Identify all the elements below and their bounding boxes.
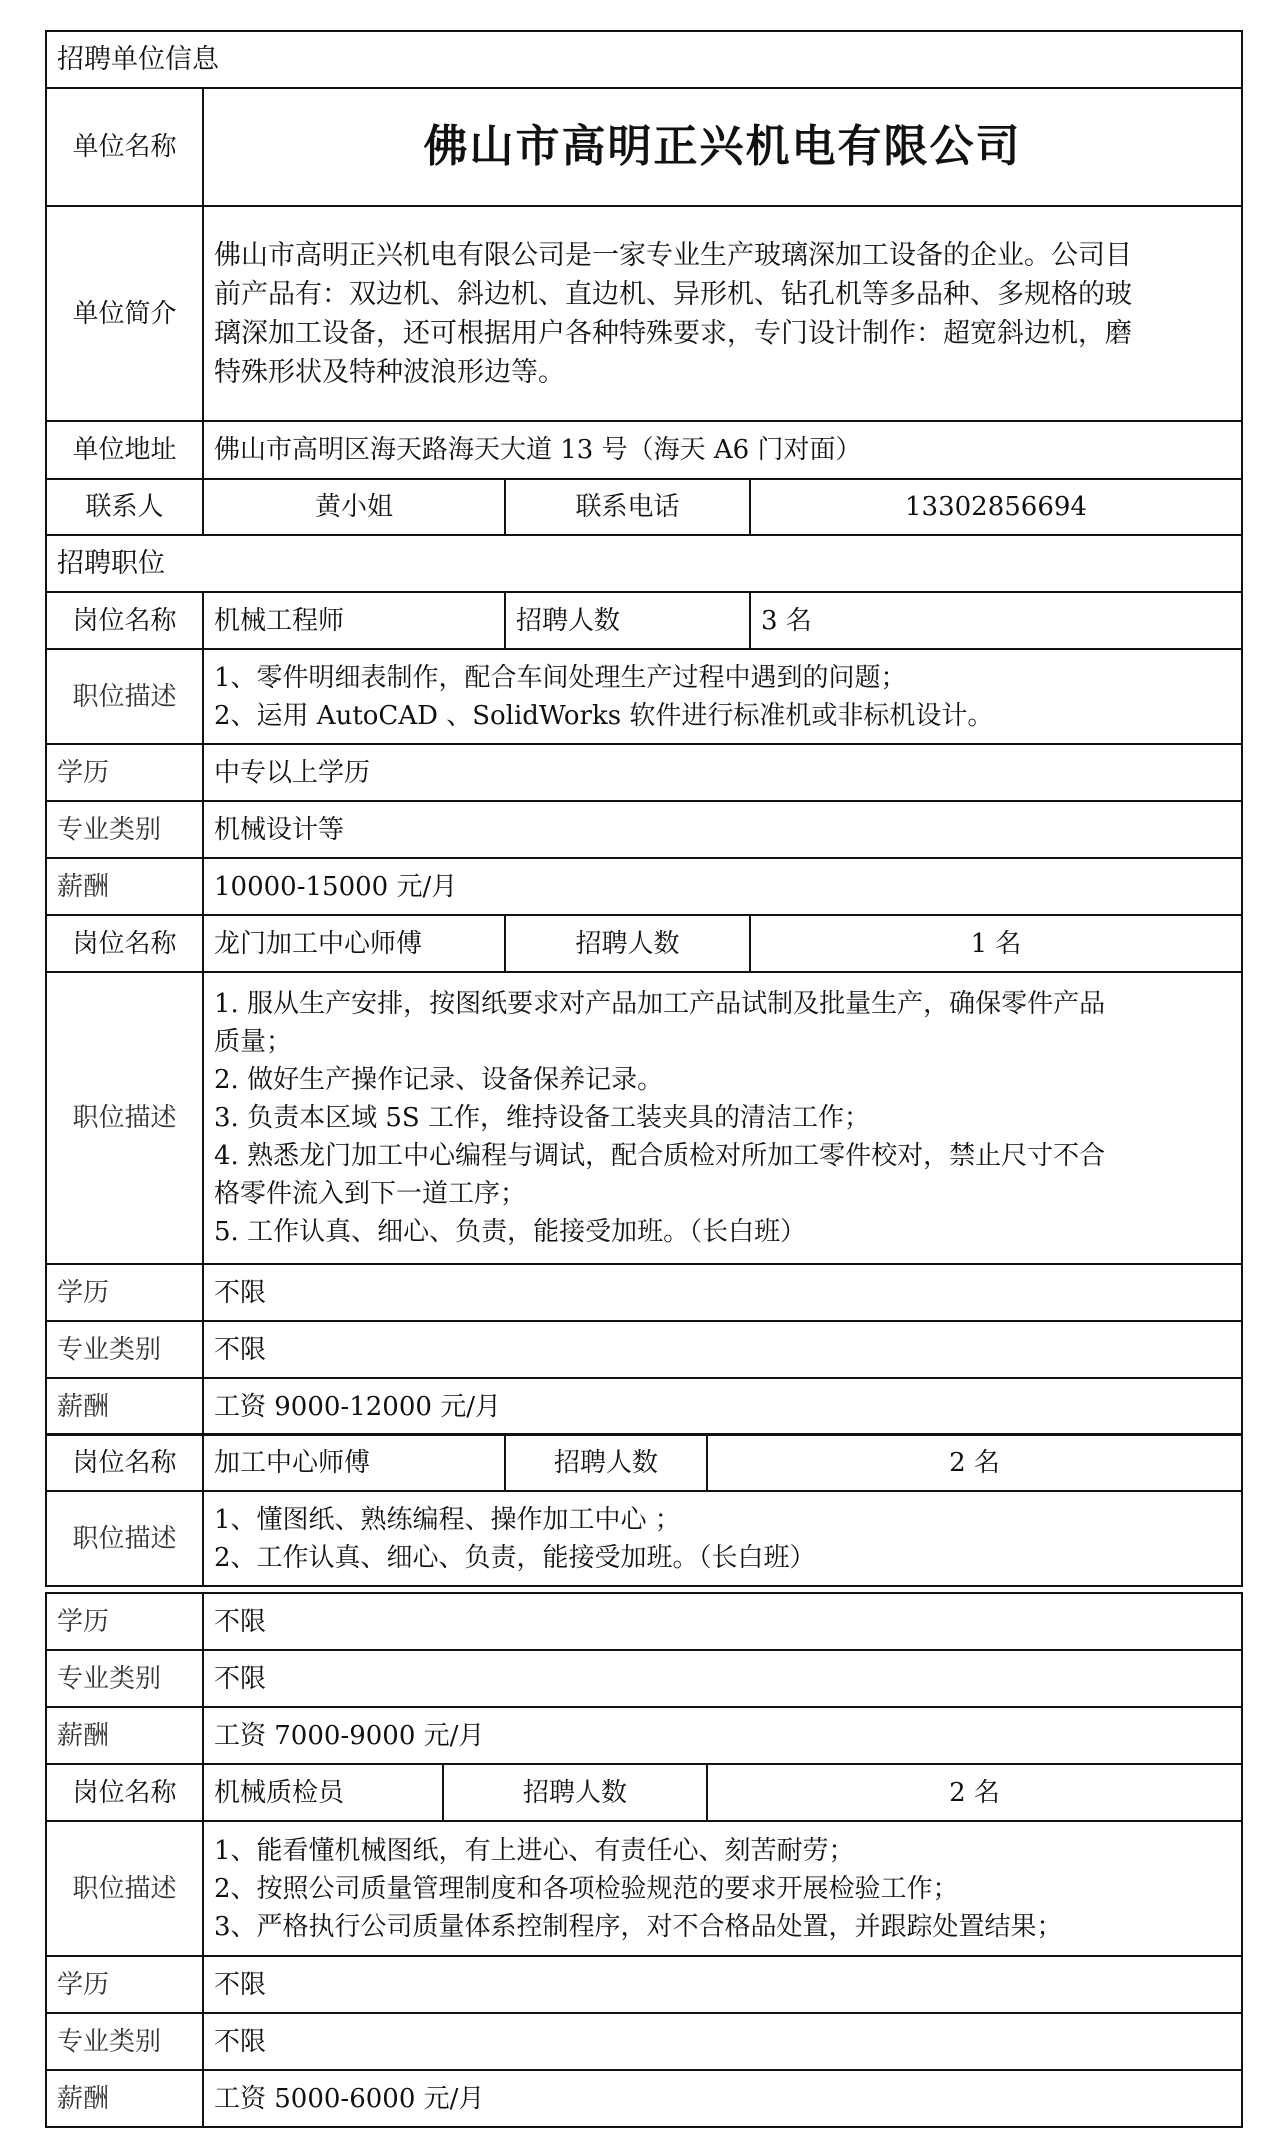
job-edu-label: 学历 [46, 744, 203, 801]
job-edu-row [46, 1956, 1242, 2013]
job-desc-label: 职位描述 [46, 1491, 203, 1586]
contact-phone: 13302856694 [750, 479, 1242, 535]
job-salary-row [46, 1378, 1242, 1435]
job-major: 不限 [203, 1321, 1242, 1378]
job-salary: 10000-15000 元/月 [203, 858, 1242, 915]
phone-label: 联系电话 [505, 479, 750, 535]
job-major-row [46, 1321, 1242, 1378]
job-major-row [46, 1650, 1242, 1707]
job-count: 2 名 [707, 1764, 1242, 1821]
job-desc: 1、能看懂机械图纸，有上进心、有责任心、刻苦耐劳； 2、按照公司质量管理制度和各项检验规范的要求开展检验工作； 3、严格执行公司质量体系控制程序，对不合格品处置，并跟踪处置结果； [203, 1821, 1242, 1956]
job-salary-row [46, 1707, 1242, 1764]
job-title-label: 岗位名称 [46, 1434, 203, 1491]
job-count: 3 名 [750, 592, 1242, 649]
job-desc-label: 职位描述 [46, 972, 203, 1264]
job-desc: 1、零件明细表制作，配合车间处理生产过程中遇到的问题； 2、运用 AutoCAD 、SolidWorks 软件进行标准机或非标机设计。 [203, 649, 1242, 744]
jobs-section-title: 招聘职位 [46, 535, 1242, 592]
company-name: 佛山市高明正兴机电有限公司 [203, 88, 1242, 206]
job-desc-label: 职位描述 [46, 1821, 203, 1956]
job-salary: 工资 5000-6000 元/月 [203, 2070, 1242, 2127]
job-major: 不限 [203, 1650, 1242, 1707]
job-count-label: 招聘人数 [505, 592, 750, 649]
job-count-label: 招聘人数 [505, 915, 750, 972]
job-desc: 1. 服从生产安排，按图纸要求对产品加工产品试制及批量生产，确保零件产品 质量； 2. 做好生产操作记录、设备保养记录。 3. 负责本区域 5S 工作，维持设备工装夹具的清洁工作； 4. 熟悉龙门加工中心编程与调试，配合质检对所加工零件校对，禁止尺寸不合 格零件流入到下一道工序； 5. 工作认真、细心、负责，能接受加班。（长白班） [203, 972, 1242, 1264]
recruitment-table-job3-head [45, 1433, 1243, 1587]
company-name-label: 单位名称 [46, 88, 203, 206]
job-major-label: 专业类别 [46, 801, 203, 858]
job-desc-label: 职位描述 [46, 649, 203, 744]
job-edu-label: 学历 [46, 1956, 203, 2013]
job-salary-label: 薪酬 [46, 858, 203, 915]
job-edu: 中专以上学历 [203, 744, 1242, 801]
job-major-label: 专业类别 [46, 1321, 203, 1378]
job-major: 不限 [203, 2013, 1242, 2070]
job-desc-row [46, 649, 1242, 744]
jobs-section-row [46, 535, 1242, 592]
job-edu: 不限 [203, 1264, 1242, 1321]
job-major-row [46, 801, 1242, 858]
job-major-label: 专业类别 [46, 1650, 203, 1707]
company-intro-label: 单位简介 [46, 206, 203, 421]
job-count: 1 名 [750, 915, 1242, 972]
company-address-row [46, 421, 1242, 479]
job-edu-row [46, 1593, 1242, 1650]
job-salary-row [46, 2070, 1242, 2127]
job-title: 龙门加工中心师傅 [203, 915, 505, 972]
job-title: 机械质检员 [203, 1764, 443, 1821]
job-desc-row [46, 972, 1242, 1264]
job-desc-row [46, 1821, 1242, 1956]
job-salary-label: 薪酬 [46, 1707, 203, 1764]
job-count-label: 招聘人数 [443, 1764, 707, 1821]
contact-label: 联系人 [46, 479, 203, 535]
company-section-row [46, 31, 1242, 88]
job-title-label: 岗位名称 [46, 592, 203, 649]
company-name-row [46, 88, 1242, 206]
recruitment-table-continued [45, 1592, 1243, 2128]
job-major: 机械设计等 [203, 801, 1242, 858]
job-edu-row [46, 1264, 1242, 1321]
job-desc: 1、懂图纸、熟练编程、操作加工中心 ； 2、工作认真、细心、负责，能接受加班。（长白班） [203, 1491, 1242, 1586]
job-salary: 工资 9000-12000 元/月 [203, 1378, 1242, 1435]
job-title-row [46, 1434, 1242, 1491]
company-address-label: 单位地址 [46, 421, 203, 479]
company-contact-row [46, 479, 1242, 535]
job-title: 机械工程师 [203, 592, 505, 649]
job-edu-label: 学历 [46, 1593, 203, 1650]
company-address: 佛山市高明区海天路海天大道 13 号（海天 A6 门对面） [203, 421, 1242, 479]
job-edu: 不限 [203, 1956, 1242, 2013]
job-edu-row [46, 744, 1242, 801]
job-desc-row [46, 1491, 1242, 1586]
job-major-label: 专业类别 [46, 2013, 203, 2070]
job-title-row [46, 1764, 1242, 1821]
job-salary-label: 薪酬 [46, 2070, 203, 2127]
job-edu-label: 学历 [46, 1264, 203, 1321]
job-salary: 工资 7000-9000 元/月 [203, 1707, 1242, 1764]
job-title-row [46, 915, 1242, 972]
company-intro: 佛山市高明正兴机电有限公司是一家专业生产玻璃深加工设备的企业。公司目 前产品有：双边机、斜边机、直边机、异形机、钻孔机等多品种、多规格的玻 璃深加工设备，还可根据用户各种特殊要求，专门设计制作：超宽斜边机，磨 特殊形状及特种波浪形边等。 [203, 206, 1242, 421]
job-title: 加工中心师傅 [203, 1434, 505, 1491]
job-title-label: 岗位名称 [46, 915, 203, 972]
job-salary-label: 薪酬 [46, 1378, 203, 1435]
job-count: 2 名 [707, 1434, 1242, 1491]
recruitment-table-main [45, 30, 1243, 1436]
contact-person: 黄小姐 [203, 479, 505, 535]
job-title-label: 岗位名称 [46, 1764, 203, 1821]
job-count-label: 招聘人数 [505, 1434, 707, 1491]
job-major-row [46, 2013, 1242, 2070]
company-intro-row [46, 206, 1242, 421]
company-section-title: 招聘单位信息 [46, 31, 1242, 88]
job-title-row [46, 592, 1242, 649]
job-salary-row [46, 858, 1242, 915]
job-edu: 不限 [203, 1593, 1242, 1650]
